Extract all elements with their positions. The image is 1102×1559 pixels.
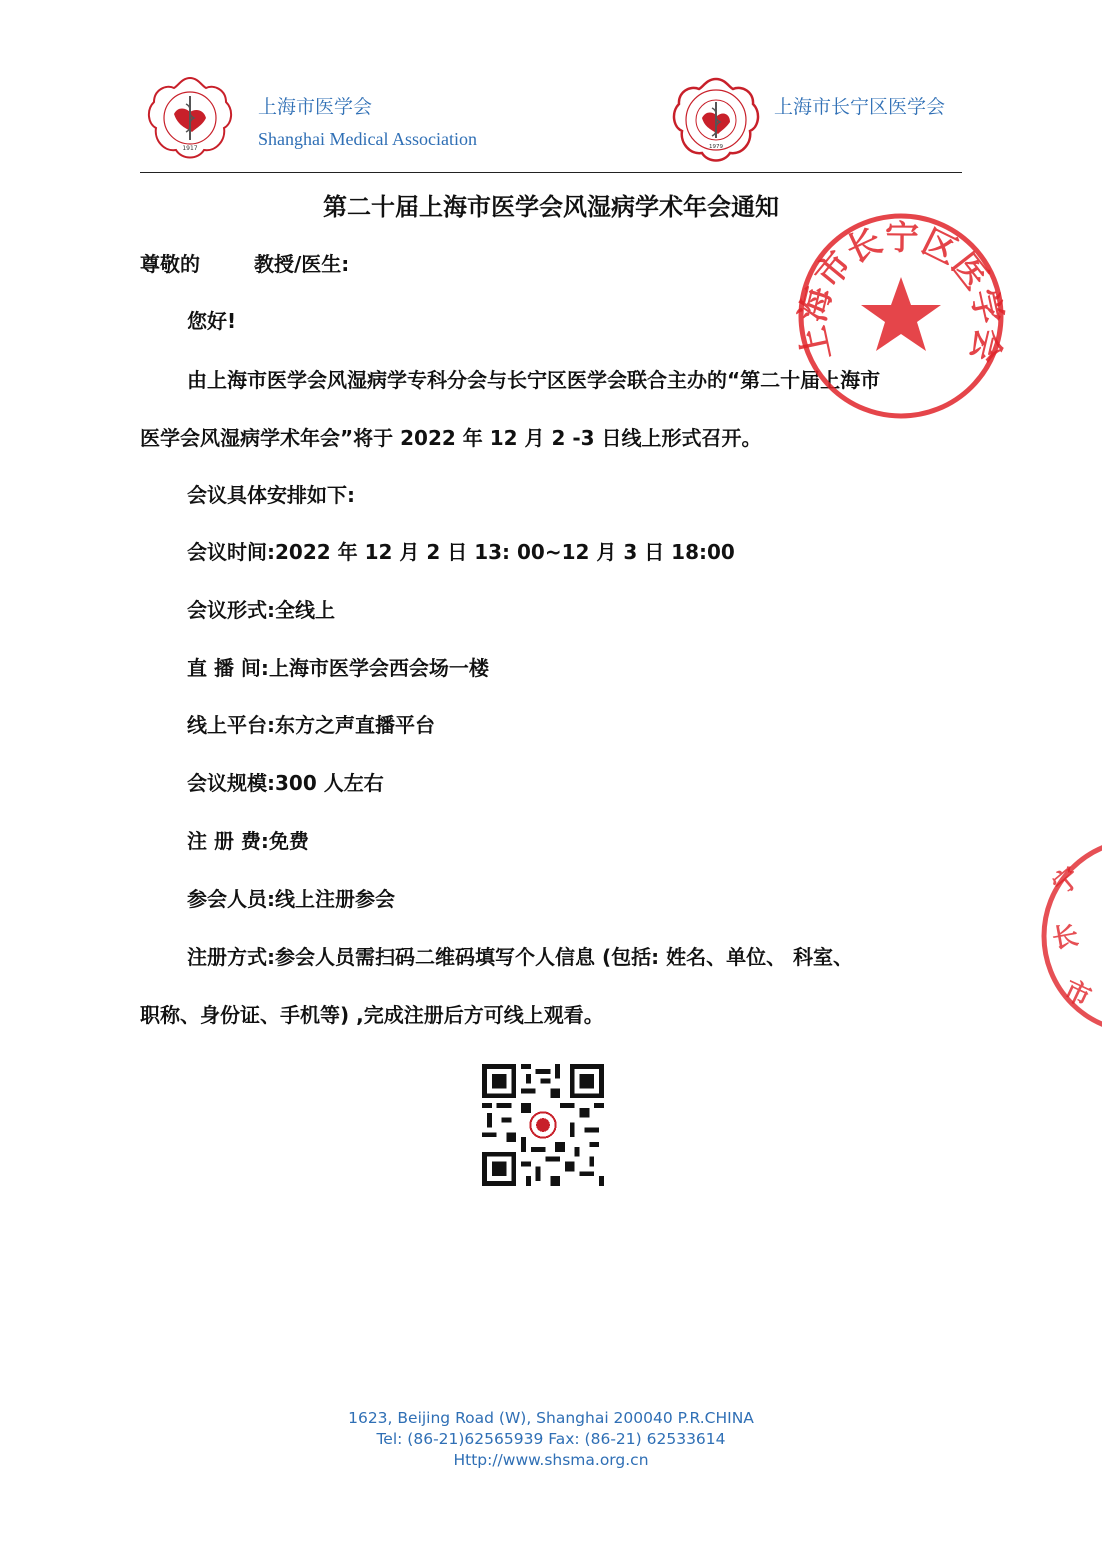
detail-value: 参会人员需扫码二维码填写个人信息 (包括: 姓名、单位、 科室、 [275,945,854,969]
salutation-title: 教授/医生: [254,252,350,276]
greeting: 您好! [187,309,237,333]
svg-text:市: 市 [1059,975,1096,1014]
detail-online-platform [187,709,435,738]
intro-paragraph-line-1: 由上海市医学会风湿病学专科分会与长宁区医学会联合主办的“第二十届上海市 [187,368,881,392]
notice-title: 第二十届上海市医学会风湿病学术年会通知 [323,193,779,221]
header-divider [140,172,962,173]
detail-meeting-format [187,594,335,623]
shanghai-medical-association-logo [146,74,234,162]
svg-text:1979: 1979 [709,144,723,150]
detail-value: 线上注册参会 [275,887,395,911]
partial-seal-stamp [1040,836,1102,1036]
svg-text:长: 长 [1050,920,1081,955]
detail-label: 直 播 间: [187,656,269,680]
detail-meeting-scale [187,767,384,796]
footer-website-link[interactable]: Http://www.shsma.org.cn [453,1451,649,1469]
detail-value: 免费 [268,829,309,853]
registration-method-line-2: 职称、身份证、手机等) ,完成注册后方可线上观看。 [140,1003,604,1027]
detail-registration-fee [187,825,309,854]
registration-qr-code[interactable] [482,1064,604,1186]
official-seal-stamp [792,207,1010,425]
detail-registration-method [187,941,853,970]
detail-label: 会议形式: [187,598,275,622]
svg-text:上海市长宁区医学会: 上海市长宁区医学会 [792,217,1010,367]
right-org-name-cn: 上海市长宁区医学会 [774,96,946,118]
svg-text:宁: 宁 [1047,861,1087,902]
detail-label: 注册方式: [187,945,275,969]
arrangement-intro: 会议具体安排如下: [187,483,355,507]
detail-label: 会议规模: [187,771,275,795]
intro-paragraph-line-2: 医学会风湿病学术年会”将于 2022 年 12 月 2 -3 日线上形式召开。 [140,426,762,450]
detail-label: 线上平台: [187,713,275,737]
footer-address: 1623, Beijing Road (W), Shanghai 200040 P.R.CHINA [348,1409,754,1427]
detail-label: 参会人员: [187,887,275,911]
detail-label: 注 册 费: [187,829,269,853]
detail-label: 会议时间: [187,540,275,564]
detail-value: 全线上 [275,598,335,622]
detail-live-room [187,652,489,681]
detail-value: 上海市医学会西会场一楼 [268,656,489,680]
left-org-name-en: Shanghai Medical Association [258,129,477,149]
svg-text:1917: 1917 [182,145,198,152]
detail-value: 东方之声直播平台 [275,713,435,737]
left-org-name-cn: 上海市医学会 [258,96,373,118]
detail-meeting-time [187,536,735,565]
changning-medical-association-logo [672,76,760,164]
footer-phone-fax: Tel: (86-21)62565939 Fax: (86-21) 62533614 [376,1430,726,1448]
detail-attendees [187,883,395,912]
salutation-prefix: 尊敬的 [140,252,200,276]
detail-value: 300 人左右 [275,771,384,795]
detail-value: 2022 年 12 月 2 日 13: 00~12 月 3 日 18:00 [275,540,735,564]
